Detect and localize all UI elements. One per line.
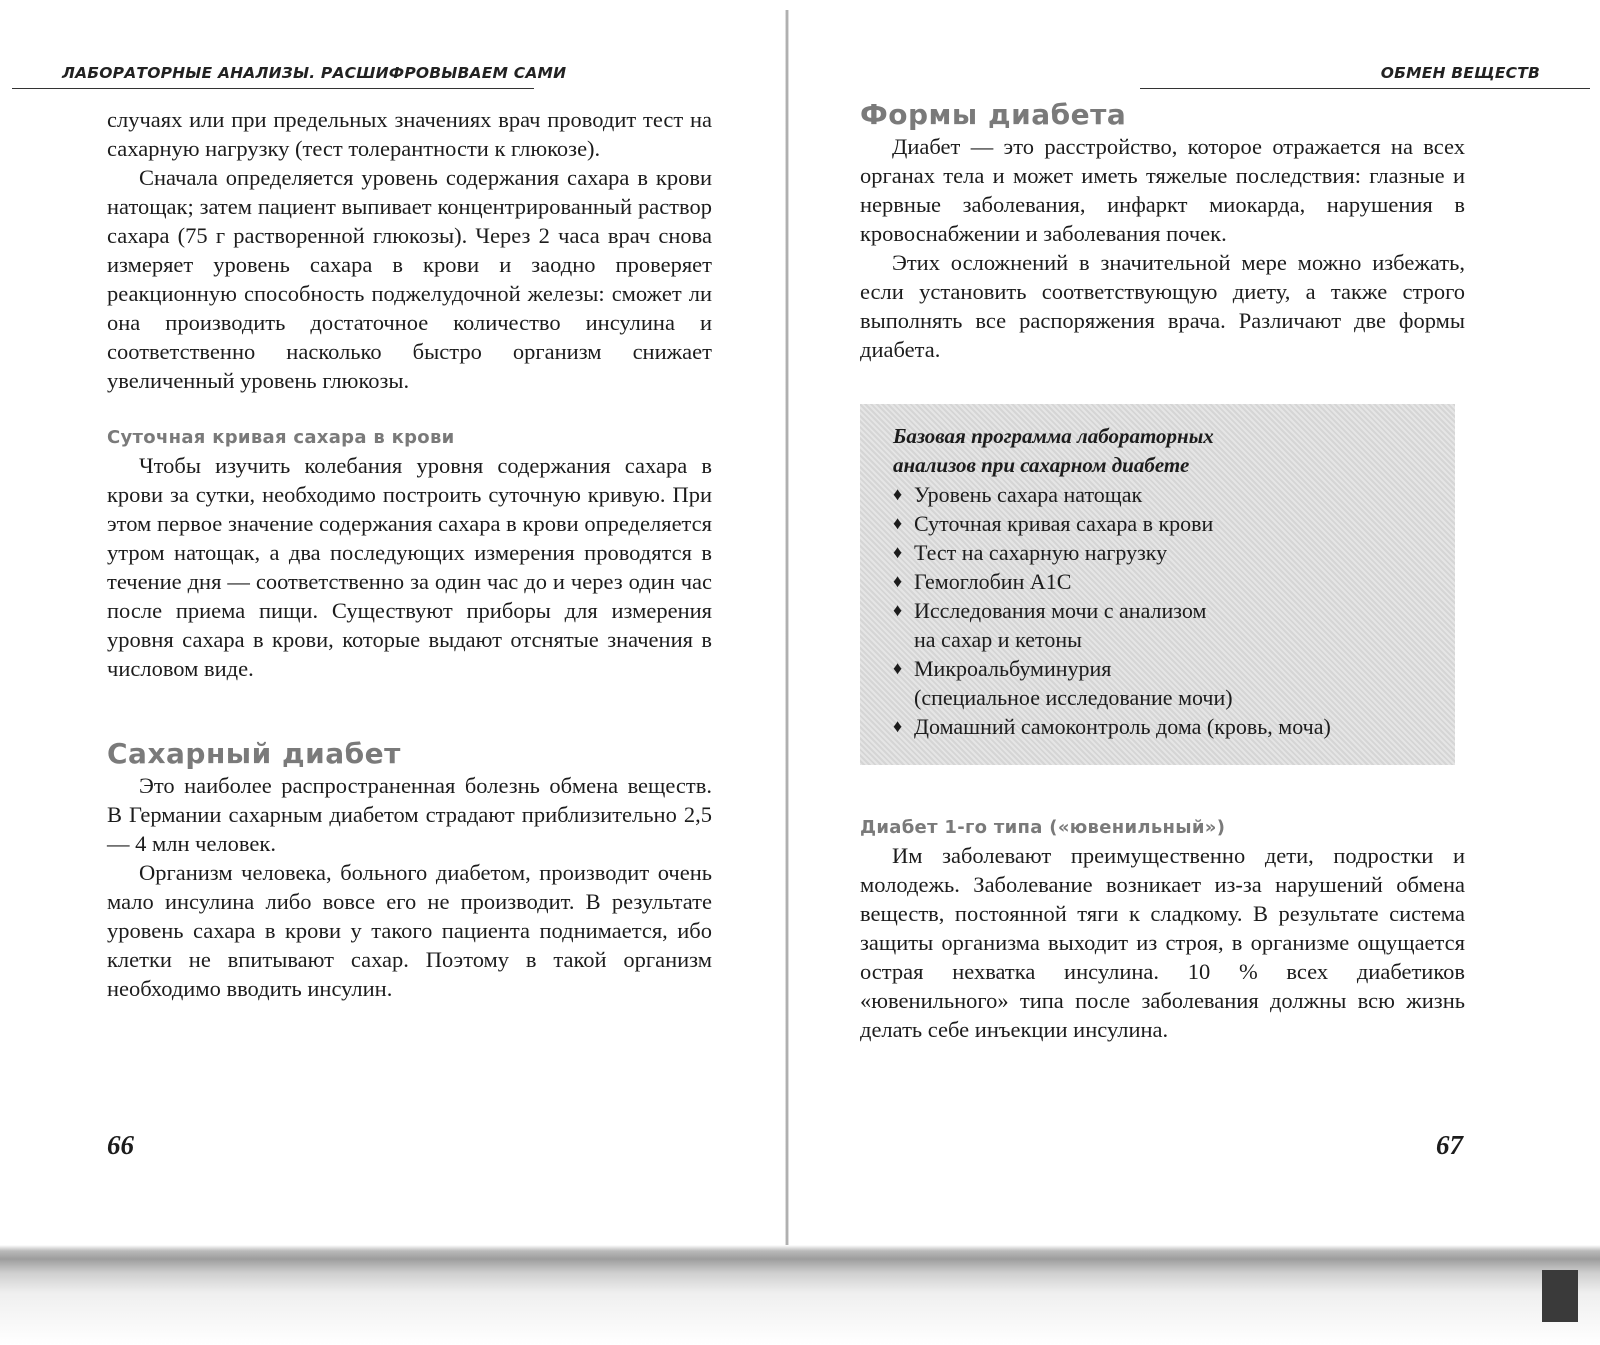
header-rule-right <box>1140 88 1590 89</box>
book-spine <box>785 10 789 1305</box>
paragraph: Это наиболее распространенная болезнь обмена веществ. В Германии сахарным диабетом страдают приблизительно 2,5 — 4 млн человек. <box>107 773 712 856</box>
paragraph: Диабет — это расстройство, которое отражается на всех органах тела и может иметь тяжелые последствия: глазные и нервные заболевания, инфаркт миокарда, нарушения в кровоснабжении и заболевания почек. <box>860 134 1465 246</box>
subheading-daily-curve: Суточная кривая сахара в крови <box>107 427 455 448</box>
list-item: ♦ Гемоглобин A1C <box>893 569 1072 594</box>
list-item: ♦ Исследования мочи с анализом на сахар и кетоны <box>893 598 1207 652</box>
left-text-column <box>107 105 712 1003</box>
heading-diabetes: Сахарный диабет <box>107 737 401 770</box>
diamond-bullet-icon: ♦ <box>893 484 903 504</box>
lab-program-box <box>860 404 1455 765</box>
diamond-bullet-icon: ♦ <box>893 600 903 620</box>
book-bottom-edge <box>0 1245 1600 1345</box>
diamond-bullet-icon: ♦ <box>893 658 903 678</box>
diamond-bullet-icon: ♦ <box>893 513 903 533</box>
box-title: Базовая программа лабораторных анализов при сахарном диабете <box>893 424 1214 477</box>
list-item: ♦ Суточная кривая сахара в крови <box>893 511 1214 536</box>
list-item: ♦ Домашний самоконтроль дома (кровь, моча) <box>893 714 1331 739</box>
paragraph: Сначала определяется уровень содержания сахара в крови натощак; затем пациент выпивает концентрированный раствор сахара (75 г растворенной глюкозы). Через 2 часа врач снова измеряет уровень сахара в крови и заодно проверяет реакционную способность поджелудочной железы: сможет ли она производить достаточное количество инсулина и соответственно насколько быстро организм снижает увеличенный уровень глюкозы. <box>107 165 712 393</box>
diamond-bullet-icon: ♦ <box>893 716 903 736</box>
diamond-bullet-icon: ♦ <box>893 571 903 591</box>
paragraph: Этих осложнений в значительной мере можно избежать, если установить соответствующую диету, а также строго выполнять все распоряжения врача. Различают две формы диабета. <box>860 250 1465 362</box>
diamond-bullet-icon: ♦ <box>893 542 903 562</box>
paragraph: Чтобы изучить колебания уровня содержания сахара в крови за сутки, необходимо построить суточную кривую. При этом первое значение содержания сахара в крови определяется утром натощак, а два последующих измерения проводятся в течение дня — соответственно за один час до и через один час после приема пищи. Существуют приборы для измерения уровня сахара в крови, которые выдают отснятые значения в числовом виде. <box>107 453 712 681</box>
running-head-right: ОБМЕН ВЕЩЕСТВ <box>1380 64 1540 82</box>
list-item: ♦ Уровень сахара натощак <box>893 482 1143 507</box>
heading-diabetes-forms: Формы диабета <box>860 98 1127 131</box>
header-rule-left <box>12 88 534 89</box>
list-item: ♦ Тест на сахарную нагрузку <box>893 540 1168 565</box>
page-number-left: 66 <box>107 1130 134 1160</box>
page-corner-mark <box>1542 1270 1578 1322</box>
right-page <box>790 0 1600 1260</box>
paragraph: Организм человека, больного диабетом, производит очень мало инсулина либо вовсе его не производит. В результате уровень сахара в крови у такого пациента поднимается, ибо клетки не впитывают сахар. Поэтому в такой организм необходимо вводить инсулин. <box>107 860 712 1001</box>
page-number-right: 67 <box>1436 1130 1463 1160</box>
list-item: ♦ Микроальбуминурия (специальное исследование мочи) <box>893 656 1233 710</box>
running-head-left: ЛАБОРАТОРНЫЕ АНАЛИЗЫ. РАСШИФРОВЫВАЕМ САМИ <box>62 64 567 82</box>
paragraph: Им заболевают преимущественно дети, подростки и молодежь. Заболевание возникает из-за нарушений обмена веществ, постоянной тяги к сладкому. В результате система защиты организма выходит из строя, в организме ощущается острая нехватка инсулина. 10 % всех диабетиков «ювенильного» типа после заболевания должны всю жизнь делать себе инъекции инсулина. <box>860 843 1465 1042</box>
lab-program-list <box>893 480 1455 741</box>
left-page <box>0 0 785 1260</box>
subheading-type1: Диабет 1-го типа («ювенильный») <box>860 817 1226 838</box>
paragraph: случаях или при предельных значениях врач проводит тест на сахарную нагрузку (тест толерантности к глюкозе). <box>107 107 712 161</box>
right-text-column <box>860 98 1465 1044</box>
